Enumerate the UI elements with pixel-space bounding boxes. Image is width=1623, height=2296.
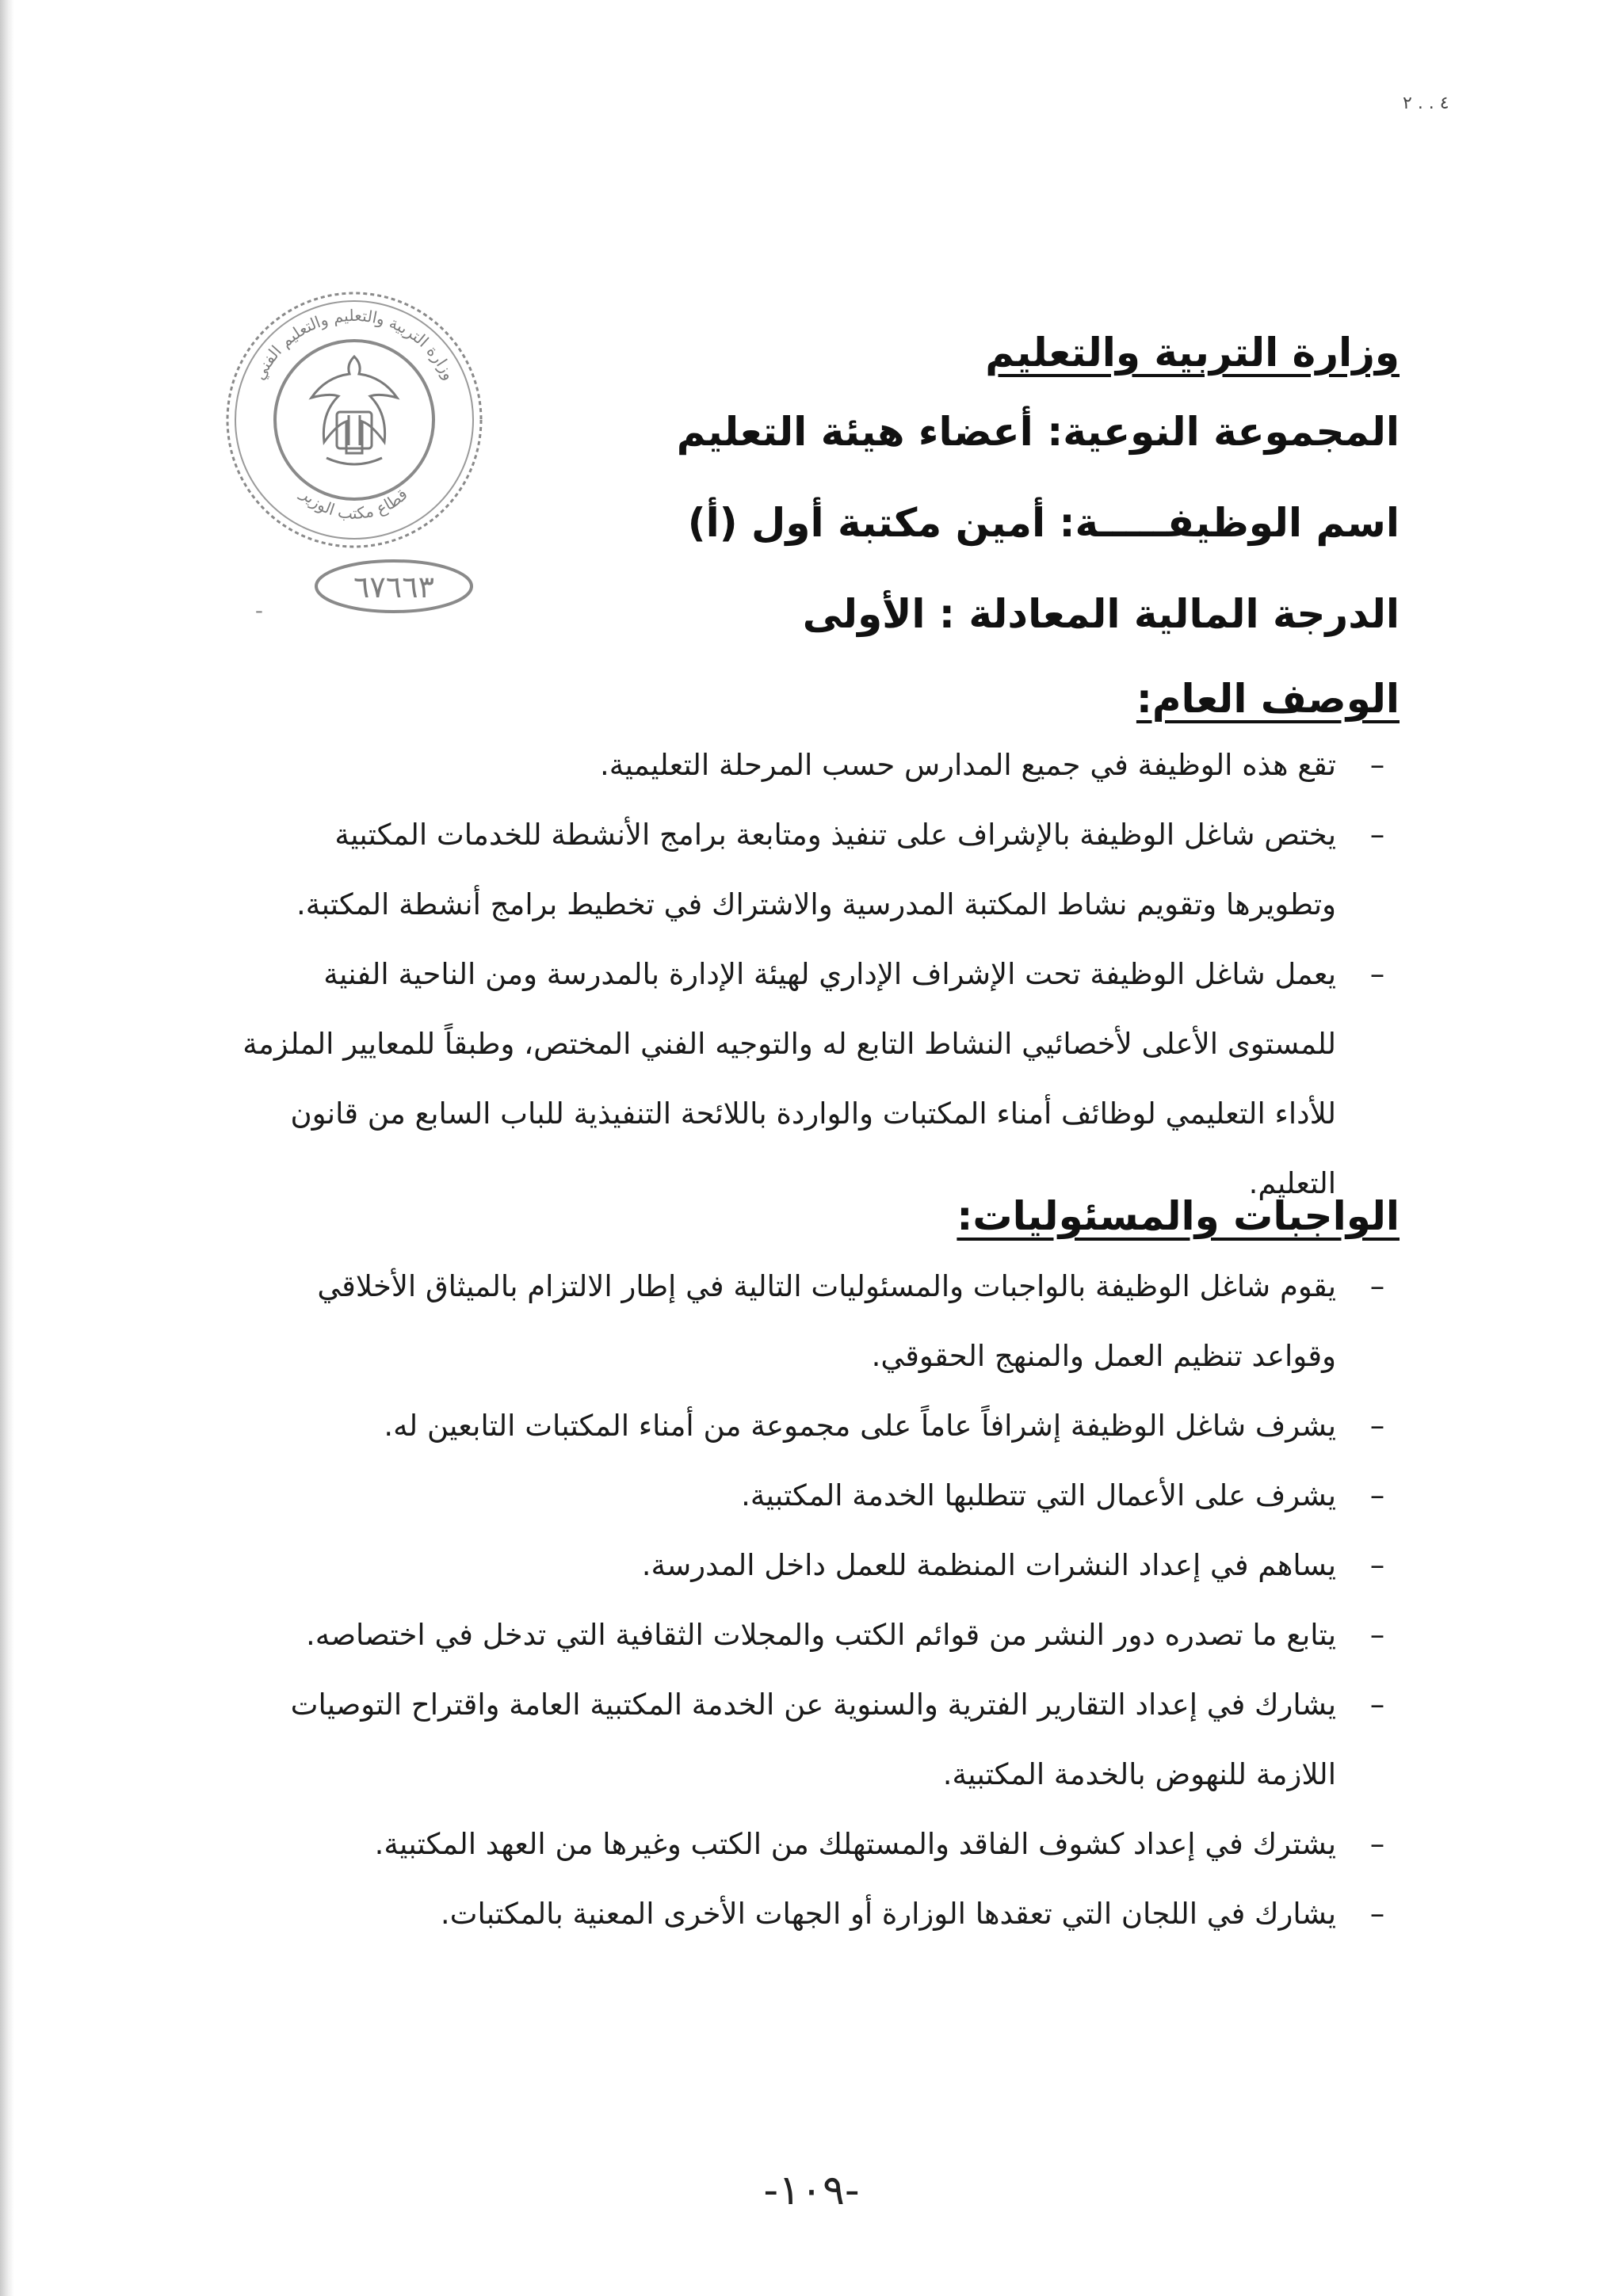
list-item bbox=[235, 1461, 1400, 1531]
list-item-text: يساهم في إعداد النشرات المنظمة للعمل داخل المدرسة. bbox=[641, 1548, 1336, 1582]
bullet-dash: – bbox=[1369, 1827, 1385, 1861]
eagle-emblem-icon bbox=[311, 357, 397, 464]
job-title: اسم الوظيفـــــة: أمين مكتبة أول (أ) bbox=[687, 500, 1400, 546]
list-item-text: يشارك في إعداد التقارير الفترية والسنوية عن الخدمة المكتبية العامة واقتراح التوصيات اللازمة للنهوض بالخدمة المكتبية. bbox=[290, 1688, 1336, 1791]
list-item bbox=[235, 1531, 1400, 1600]
list-item bbox=[235, 800, 1400, 940]
list-item bbox=[235, 730, 1400, 800]
bullet-dash: – bbox=[1369, 1478, 1385, 1512]
list-item bbox=[235, 1391, 1400, 1461]
scan-edge-shadow bbox=[0, 0, 14, 2296]
bullet-dash: – bbox=[1369, 748, 1385, 782]
list-item bbox=[235, 1670, 1400, 1810]
bullet-dash: – bbox=[1369, 1688, 1385, 1722]
list-item bbox=[235, 940, 1400, 1219]
list-item bbox=[235, 1600, 1400, 1670]
list-item bbox=[235, 1810, 1400, 1879]
svg-text:قطاع مكتب الوزير bbox=[296, 484, 411, 523]
list-item-text: يعمل شاغل الوظيفة تحت الإشراف الإداري لهيئة الإدارة بالمدرسة ومن الناحية الفنية للمستوى الأعلى لأخصائيي النشاط التابع له والتوجيه الفني المختص، وطبقاً للمعايير الملزمة للأداء التعليمي لوظائف أمناء المكتبات والواردة باللائحة التنفيذية للباب السابع من قانون التعليم. bbox=[242, 957, 1336, 1200]
group-title: المجموعة النوعية: أعضاء هيئة التعليم bbox=[676, 409, 1400, 455]
list-item-text: يشرف على الأعمال التي تتطلبها الخدمة المكتبية. bbox=[741, 1478, 1336, 1512]
list-item-text: يختص شاغل الوظيفة بالإشراف على تنفيذ ومتابعة برامج الأنشطة للخدمات المكتبية وتطويرها وتقويم نشاط المكتبة المدرسية والاشتراك في تخطيط برامج أنشطة المكتبة. bbox=[296, 818, 1336, 921]
ministry-seal-icon bbox=[208, 269, 501, 634]
list-item-text: يقوم شاغل الوظيفة بالواجبات والمسئوليات التالية في إطار الالتزام بالميثاق الأخلاقي وقواعد تنظيم العمل والمنهج الحقوقي. bbox=[317, 1269, 1336, 1373]
bullet-dash: – bbox=[1369, 1409, 1385, 1443]
list-item-text: يشرف شاغل الوظيفة إشرافاً عاماً على مجموعة من أمناء المكتبات التابعين له. bbox=[384, 1409, 1336, 1443]
list-item-text: تقع هذه الوظيفة في جميع المدارس حسب المرحلة التعليمية. bbox=[600, 748, 1336, 782]
general-description-title: الوصف العام: bbox=[1136, 676, 1400, 722]
duties-title: الواجبات والمسئوليات: bbox=[957, 1193, 1400, 1239]
duties-list bbox=[235, 1252, 1400, 1949]
page-number: -١٠٩- bbox=[763, 2167, 860, 2214]
list-item-text: يشارك في اللجان التي تعقدها الوزارة أو الجهات الأخرى المعنية بالمكتبات. bbox=[440, 1897, 1336, 1931]
list-item bbox=[235, 1879, 1400, 1949]
corner-marks: ٤ . . ٢ bbox=[1403, 93, 1449, 113]
bullet-dash: – bbox=[1369, 1897, 1385, 1931]
list-item-text: يتابع ما تصدره دور النشر من قوائم الكتب والمجلات الثقافية التي تدخل في اختصاصه. bbox=[306, 1618, 1336, 1652]
bullet-dash: – bbox=[1369, 1548, 1385, 1582]
bullet-dash: – bbox=[1369, 1269, 1385, 1303]
seal-number: ٦٧٦٦٣ bbox=[353, 570, 435, 605]
list-item-text: يشترك في إعداد كشوف الفاقد والمستهلك من الكتب وغيرها من العهد المكتبية. bbox=[374, 1827, 1336, 1861]
svg-text:وزارة التربية والتعليم والتعلي bbox=[250, 306, 460, 383]
bullet-dash: – bbox=[1369, 1618, 1385, 1652]
seal-ring-text: وزارة التربية والتعليم والتعليم الفني bbox=[249, 305, 460, 383]
list-item bbox=[235, 1252, 1400, 1391]
svg-text:-: - bbox=[254, 597, 263, 624]
ministry-title: وزارة التربية والتعليم bbox=[985, 330, 1400, 376]
bullet-dash: – bbox=[1369, 957, 1385, 991]
seal-bottom-text: قطاع مكتب الوزير bbox=[297, 484, 411, 524]
grade-title: الدرجة المالية المعادلة : الأولى bbox=[802, 591, 1400, 637]
bullet-dash: – bbox=[1369, 818, 1385, 852]
general-description-list bbox=[235, 730, 1400, 1219]
